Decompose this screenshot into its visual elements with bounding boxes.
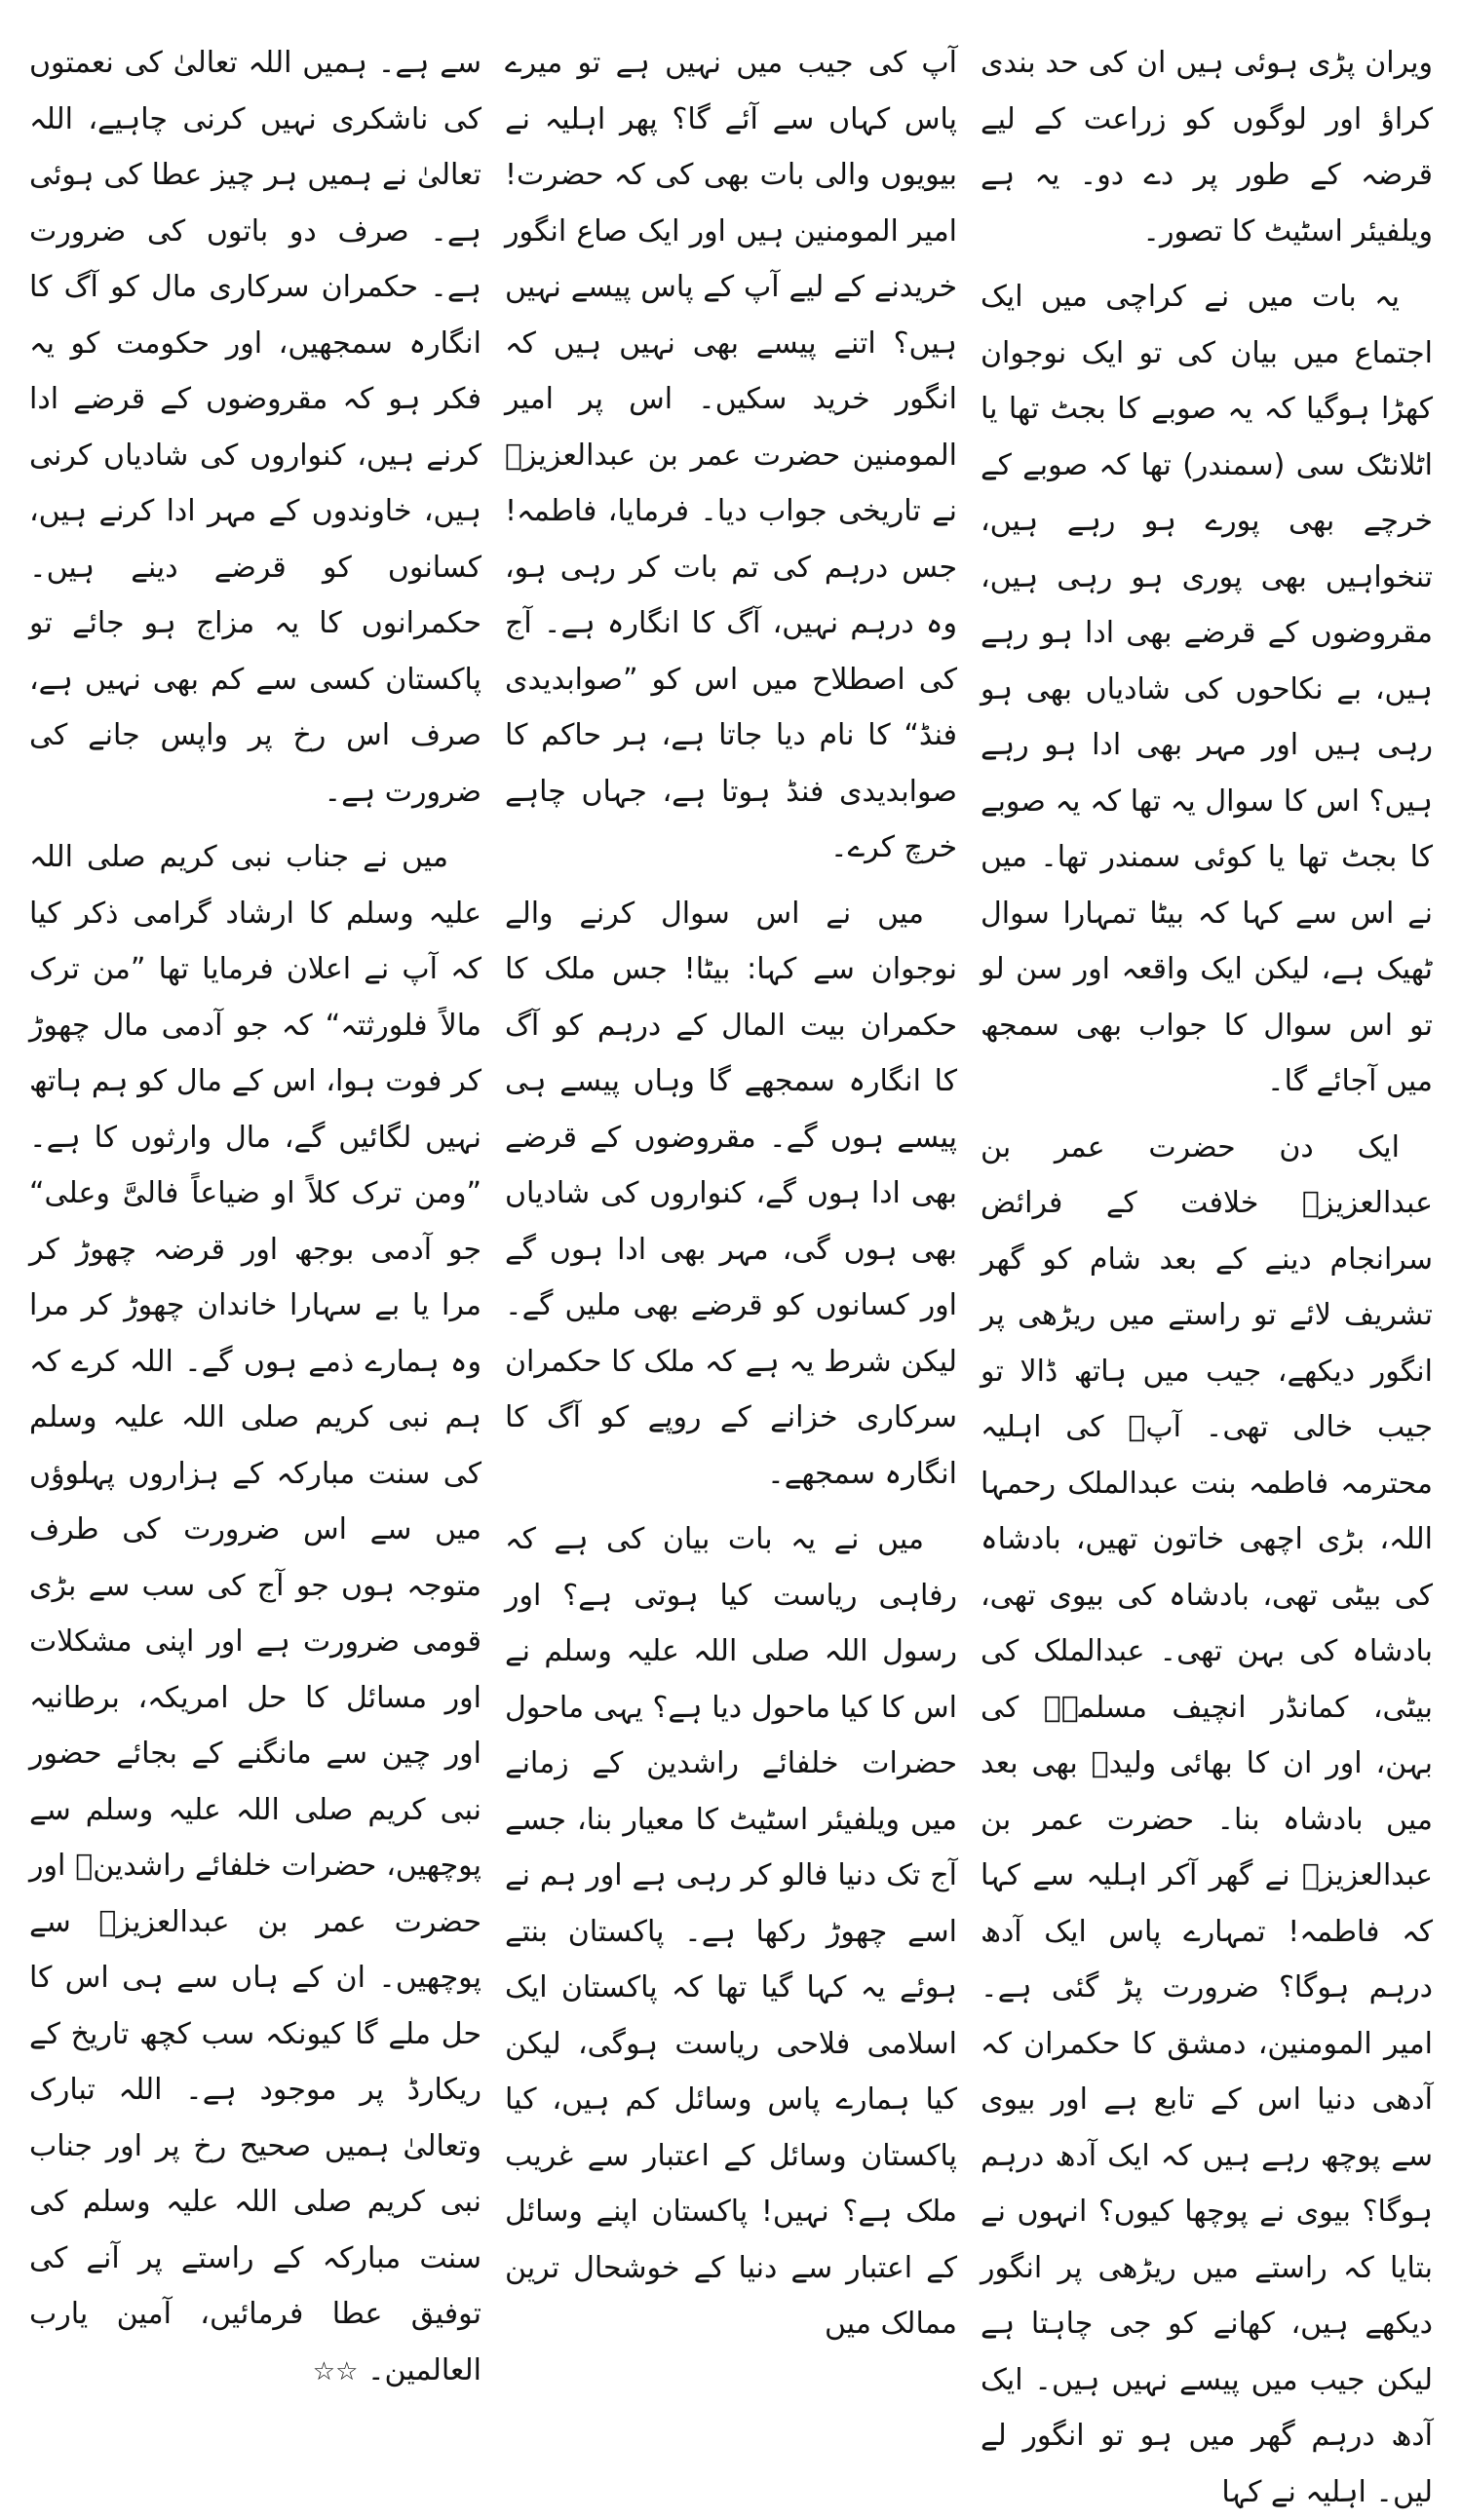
paragraph: آپ کی جیب میں نہیں ہے تو میرے پاس کہاں سے آئے گا؟ پھر اہلیہ نے بیویوں والی بات بھی کی کہ حضرت! امیر المومنین ہیں اور ایک صاع انگور خریدنے کے لیے آپ کے پاس پیسے نہیں ہیں؟ اتنے پیسے بھی نہیں ہیں کہ انگور خرید سکیں۔ اس پر امیر المومنین حضرت عمر بن عبدالعزیزؒ نے تاریخی جواب دیا۔ فرمایا، فاطمہ! جس درہم کی تم بات کر رہی ہو، وہ درہم نہیں، آگ کا انگارہ ہے۔ آج کی اصطلاح میں اس کو ”صوابدیدی فنڈ“ کا نام دیا جاتا ہے، ہر حاکم کا صوابدیدی فنڈ ہوتا ہے، جہاں چاہے خرچ کرے۔ bbox=[505, 35, 957, 876]
paragraph: میں نے اس سوال کرنے والے نوجوان سے کہا: بیٹا! جس ملک کا حکمران بیت المال کے درہم کو آگ کا انگارہ سمجھے گا وہاں پیسے ہی پیسے ہوں گے۔ مقروضوں کے قرضے بھی ادا ہوں گے، کنواروں کی شادیاں بھی ہوں گی، مہر بھی ادا ہوں گے اور کسانوں کو قرضے بھی ملیں گے۔ لیکن شرط یہ ہے کہ ملک کا حکمران سرکاری خزانے کے روپے کو آگ کا انگارہ سمجھے۔ bbox=[505, 886, 957, 1503]
paragraph: یہ بات میں نے کراچی میں ایک اجتماع میں بیان کی تو ایک نوجوان کھڑا ہوگیا کہ یہ صوبے کا بجٹ تھا یا اٹلانٹک سی (سمندر) تھا کہ صوبے کے خرچے بھی پورے ہو رہے ہیں، تنخواہیں بھی پوری ہو رہی ہیں، مقروضوں کے قرضے بھی ادا ہو رہے ہیں، بے نکاحوں کی شادیاں بھی ہو رہی ہیں اور مہر بھی ادا ہو رہے ہیں؟ اس کا سوال یہ تھا کہ یہ صوبے کا بجٹ تھا یا کوئی سمندر تھا۔ میں نے اس سے کہا کہ بیٹا تمہارا سوال ٹھیک ہے، لیکن ایک واقعہ اور سن لو تو اس سوال کا جواب بھی سمجھ میں آجائے گا۔ bbox=[981, 269, 1433, 1110]
column-right bbox=[981, 35, 1433, 2124]
paragraph: سے ہے۔ ہمیں اللہ تعالیٰ کی نعمتوں کی ناشکری نہیں کرنی چاہیے، اللہ تعالیٰ نے ہمیں ہر چیز عطا کی ہوئی ہے۔ صرف دو باتوں کی ضرورت ہے۔ حکمران سرکاری مال کو آگ کا انگارہ سمجھیں، اور حکومت کو یہ فکر ہو کہ مقروضوں کے قرضے ادا کرنے ہیں، کنواروں کی شادیاں کرنی ہیں، خاوندوں کے مہر ادا کرنے ہیں، کسانوں کو قرضے دینے ہیں۔ حکمرانوں کا یہ مزاج ہو جائے تو پاکستان کسی سے کم بھی نہیں ہے، صرف اس رخ پر واپس جانے کی ضرورت ہے۔ bbox=[29, 35, 481, 820]
paragraph: میں نے یہ بات بیان کی ہے کہ رفاہی ریاست کیا ہوتی ہے؟ اور رسول اللہ صلی اللہ علیہ وسلم نے اس کا کیا ماحول دیا ہے؟ یہی ماحول حضرات خلفائے راشدین کے زمانے میں ویلفیئر اسٹیٹ کا معیار بنا، جسے آج تک دنیا فالو کر رہی ہے اور ہم نے اسے چھوڑ رکھا ہے۔ پاکستان بنتے ہوئے یہ کہا گیا تھا کہ پاکستان ایک اسلامی فلاحی ریاست ہوگی، لیکن کیا ہمارے پاس وسائل کم ہیں، کیا پاکستان وسائل کے اعتبار سے غریب ملک ہے؟ نہیں! پاکستان اپنے وسائل کے اعتبار سے دنیا کے خوشحال ترین ممالک میں bbox=[505, 1511, 957, 2352]
paragraph-text: میں نے جناب نبی کریم صلی اللہ علیہ وسلم کا ارشاد گرامی ذکر کیا کہ آپ نے اعلان فرمایا تھا ”من ترک مالاً فلورثتہ“ کہ جو آدمی مال چھوڑ کر فوت ہوا، اس کے مال کو ہم ہاتھ نہیں لگائیں گے، مال وارثوں کا ہے۔ ”ومن ترک کلاً او ضیاعاً فالیَّ وعلی“ جو آدمی بوجھ اور قرضہ چھوڑ کر مرا یا بے سہارا خاندان چھوڑ کر مرا وہ ہمارے ذمے ہوں گے۔ اللہ کرے کہ ہم نبی کریم صلی اللہ علیہ وسلم کی سنت مبارکہ کے ہزاروں پہلوؤں میں سے اس ضرورت کی طرف متوجہ ہوں جو آج کی سب سے بڑی قومی ضرورت ہے اور اپنی مشکلات اور مسائل کا حل امریکہ، برطانیہ اور چین سے مانگنے کے بجائے حضور نبی کریم صلی اللہ علیہ وسلم سے پوچھیں، حضرات خلفائے راشدینؓ اور حضرت عمر بن عبدالعزیزؒ سے پوچھیں۔ ان کے ہاں سے ہی اس کا حل ملے گا کیونکہ سب کچھ تاریخ کے ریکارڈ پر موجود ہے۔ اللہ تبارک وتعالیٰ ہمیں صحیح رخ پر اور جناب نبی کریم صلی اللہ علیہ وسلم کی سنت مبارکہ کے راستے پر آنے کی توفیق عطا فرمائیں، آمین یارب العالمین۔ bbox=[29, 840, 481, 2387]
column-middle bbox=[505, 35, 957, 2124]
end-mark-icon: ☆☆ bbox=[313, 2357, 359, 2386]
column-left bbox=[29, 35, 481, 2124]
paragraph bbox=[29, 829, 481, 2400]
paragraph: ایک دن حضرت عمر بن عبدالعزیزؒ خلافت کے فرائض سرانجام دینے کے بعد شام کو گھر تشریف لائے تو راستے میں ریڑھی پر انگور دیکھے، جیب میں ہاتھ ڈالا تو جیب خالی تھی۔ آپؒ کی اہلیہ محترمہ فاطمہ بنت عبدالملک رحمہا اللہ، بڑی اچھی خاتون تھیں، بادشاہ کی بیٹی تھی، بادشاہ کی بیوی تھی، بادشاہ کی بہن تھی۔ عبدالملک کی بیٹی، کمانڈر انچیف مسلمہؒ کی بہن، اور ان کا بھائی ولیدؒ بھی بعد میں بادشاہ بنا۔ حضرت عمر بن عبدالعزیزؒ نے گھر آکر اہلیہ سے کہا کہ فاطمہ! تمہارے پاس ایک آدھ درہم ہوگا؟ ضرورت پڑ گئی ہے۔ امیر المومنین، دمشق کا حکمران کہ آدھی دنیا اس کے تابع ہے اور بیوی سے پوچھ رہے ہیں کہ ایک آدھ درہم ہوگا؟ بیوی نے پوچھا کیوں؟ انہوں نے بتایا کہ راستے میں ریڑھی پر انگور دیکھے ہیں، کھانے کو جی چاہتا ہے لیکن جیب میں پیسے نہیں ہیں۔ ایک آدھ درہم گھر میں ہو تو انگور لے لیں۔ اہلیہ نے کہا bbox=[981, 1120, 1433, 2520]
paragraph: ویران پڑی ہوئی ہیں ان کی حد بندی کراؤ اور لوگوں کو زراعت کے لیے قرضہ کے طور پر دے دو۔ یہ ہے ویلفیئر اسٹیٹ کا تصور۔ bbox=[981, 35, 1433, 259]
